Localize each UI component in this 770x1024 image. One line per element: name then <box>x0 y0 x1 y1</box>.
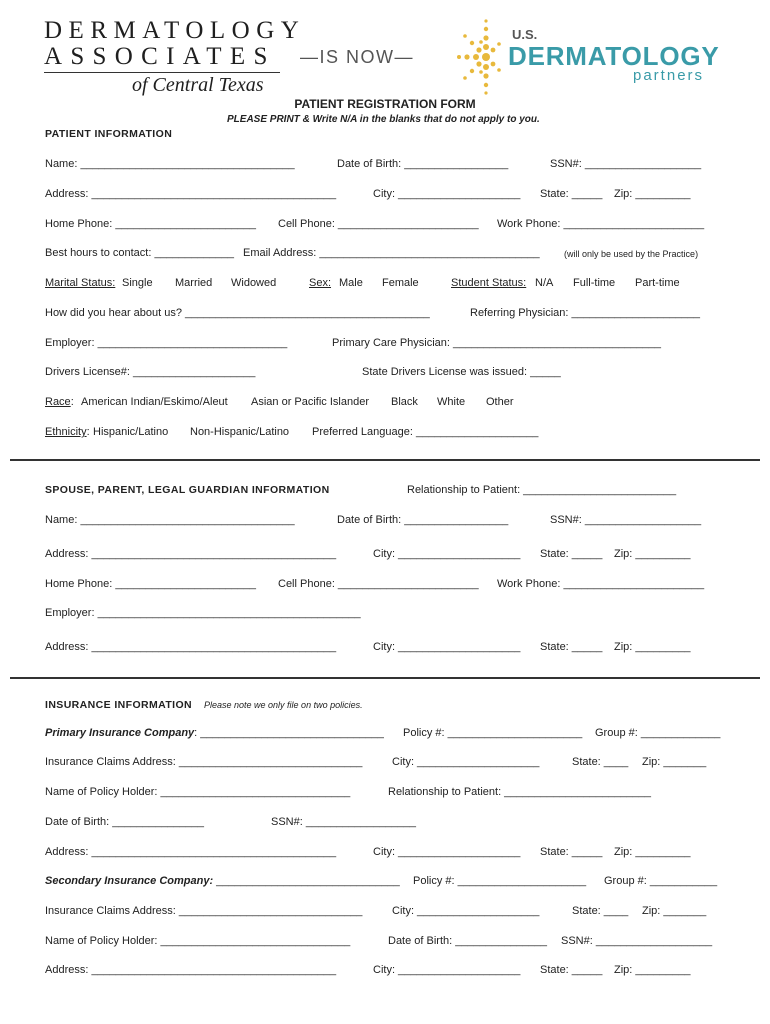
race-option-asian[interactable]: Asian or Pacific Islander <box>251 396 369 408</box>
guardian-cell-phone-field[interactable]: Cell Phone: _______________________ <box>278 578 479 590</box>
logo-line-1: DERMATOLOGY <box>44 17 306 44</box>
secondary-holder-address-field[interactable]: Address: ________________________________________ <box>45 964 337 976</box>
ethnicity-label: Ethnicity <box>45 426 87 438</box>
guardian-section-heading: SPOUSE, PARENT, LEGAL GUARDIAN INFORMATION <box>45 484 330 496</box>
primary-holder-address-field[interactable]: Address: ________________________________________ <box>45 846 337 858</box>
secondary-insurance-label: Secondary Insurance Company: <box>45 875 214 887</box>
patient-ssn-field[interactable]: SSN#: ___________________ <box>550 158 702 170</box>
patient-email-field[interactable]: Email Address: ____________________________________ <box>243 247 540 259</box>
sex-option-female[interactable]: Female <box>382 277 419 289</box>
secondary-holder-city-field[interactable]: City: ____________________ <box>373 964 521 976</box>
ethnicity-row: Ethnicity: <box>45 426 90 438</box>
guardian-ssn-field[interactable]: SSN#: ___________________ <box>550 514 702 526</box>
student-option-part-time[interactable]: Part-time <box>635 277 680 289</box>
race-option-other[interactable]: Other <box>486 396 514 408</box>
guardian-employer-address-field[interactable]: Address: ________________________________________ <box>45 641 337 653</box>
patient-dob-field[interactable]: Date of Birth: _________________ <box>337 158 509 170</box>
primary-holder-city-field[interactable]: City: ____________________ <box>373 846 521 858</box>
primary-insurance-label: Primary Insurance Company <box>45 727 195 739</box>
form-title: PATIENT REGISTRATION FORM <box>294 97 476 111</box>
race-option-black[interactable]: Black <box>391 396 418 408</box>
insurance-note: Please note we only file on two policies. <box>204 700 363 710</box>
primary-care-physician-field[interactable]: Primary Care Physician: __________________________________ <box>332 337 662 349</box>
logo-rule <box>44 72 280 73</box>
is-now-text: —IS NOW— <box>300 47 414 67</box>
patient-cell-phone-field[interactable]: Cell Phone: _______________________ <box>278 218 479 230</box>
marital-option-married[interactable]: Married <box>175 277 213 289</box>
patient-zip-field[interactable]: Zip: _________ <box>614 188 691 200</box>
section-divider <box>10 677 760 679</box>
race-option-white[interactable]: White <box>437 396 466 408</box>
guardian-employer-field[interactable]: Employer: ___________________________________________ <box>45 607 361 619</box>
race-label: Race <box>45 396 71 408</box>
secondary-claims-city-field[interactable]: City: ____________________ <box>392 905 540 917</box>
patient-state-field[interactable]: State: _____ <box>540 188 603 200</box>
secondary-policy-field[interactable]: Policy #: _____________________ <box>413 875 587 887</box>
primary-group-field[interactable]: Group #: _____________ <box>595 727 721 739</box>
guardian-address-field[interactable]: Address: ________________________________________ <box>45 548 337 560</box>
secondary-claims-zip-field[interactable]: Zip: _______ <box>642 905 707 917</box>
insurance-section-heading: INSURANCE INFORMATION <box>45 699 193 711</box>
form-instructions: PLEASE PRINT & Write N/A in the blanks that do not apply to you. <box>227 114 540 125</box>
guardian-city-field[interactable]: City: ____________________ <box>373 548 521 560</box>
secondary-claims-state-field[interactable]: State: ____ <box>572 905 629 917</box>
marital-option-single[interactable]: Single <box>122 277 153 289</box>
primary-holder-zip-field[interactable]: Zip: _________ <box>614 846 691 858</box>
how-hear-field[interactable]: How did you hear about us? ________________________________________ <box>45 307 430 319</box>
guardian-employer-city-field[interactable]: City: ____________________ <box>373 641 521 653</box>
patient-employer-field[interactable]: Employer: _______________________________ <box>45 337 288 349</box>
ethnicity-option-non-hispanic[interactable]: Non-Hispanic/Latino <box>190 426 290 438</box>
ethnicity-option-hispanic[interactable]: Hispanic/Latino <box>93 426 169 438</box>
referring-physician-field[interactable]: Referring Physician: _____________________ <box>470 307 700 319</box>
logo-us-text: U.S. <box>512 27 538 42</box>
primary-holder-state-field[interactable]: State: _____ <box>540 846 603 858</box>
secondary-insurance-field[interactable] <box>45 875 400 888</box>
marital-option-widowed[interactable]: Widowed <box>231 277 277 289</box>
primary-policy-holder-field[interactable]: Name of Policy Holder: _______________________________ <box>45 786 351 798</box>
patient-name-field[interactable]: Name: ___________________________________ <box>45 158 295 170</box>
logo-line-2: ASSOCIATES <box>44 43 276 70</box>
sunburst-icon <box>452 14 510 100</box>
primary-policy-field[interactable]: Policy #: ______________________ <box>403 727 583 739</box>
patient-address-field[interactable]: Address: ________________________________________ <box>45 188 337 200</box>
patient-work-phone-field[interactable]: Work Phone: _______________________ <box>497 218 705 230</box>
preferred-language-field[interactable]: Preferred Language: ____________________ <box>312 426 539 438</box>
guardian-dob-field[interactable]: Date of Birth: _________________ <box>337 514 509 526</box>
primary-insurance-blank[interactable]: : ______________________________ <box>194 727 384 739</box>
guardian-employer-zip-field[interactable]: Zip: _________ <box>614 641 691 653</box>
student-status-label: Student Status: <box>451 277 527 289</box>
secondary-holder-state-field[interactable]: State: _____ <box>540 964 603 976</box>
primary-holder-dob-field[interactable]: Date of Birth: _______________ <box>45 816 205 828</box>
patient-best-hours-field[interactable]: Best hours to contact: _____________ <box>45 247 234 259</box>
primary-claims-city-field[interactable]: City: ____________________ <box>392 756 540 768</box>
race-row: Race: <box>45 396 74 408</box>
race-option-american-indian[interactable]: American Indian/Eskimo/Aleut <box>81 396 228 408</box>
primary-claims-state-field[interactable]: State: ____ <box>572 756 629 768</box>
logo-us-dermatology: DERMATOLOGY <box>508 41 720 71</box>
secondary-holder-ssn-field[interactable]: SSN#: ___________________ <box>561 935 713 947</box>
primary-claims-zip-field[interactable]: Zip: _______ <box>642 756 707 768</box>
sex-label: Sex: <box>309 277 332 289</box>
email-note: (will only be used by the Practice) <box>564 249 699 259</box>
guardian-state-field[interactable]: State: _____ <box>540 548 603 560</box>
sex-option-male[interactable]: Male <box>339 277 363 289</box>
secondary-policy-holder-field[interactable]: Name of Policy Holder: _______________________________ <box>45 935 351 947</box>
guardian-zip-field[interactable]: Zip: _________ <box>614 548 691 560</box>
patient-section-heading: PATIENT INFORMATION <box>45 128 173 140</box>
patient-city-field[interactable]: City: ____________________ <box>373 188 521 200</box>
patient-home-phone-field[interactable]: Home Phone: _______________________ <box>45 218 257 230</box>
logo-partners: partners <box>633 67 705 84</box>
secondary-holder-zip-field[interactable]: Zip: _________ <box>614 964 691 976</box>
student-option-na[interactable]: N/A <box>535 277 554 289</box>
drivers-license-field[interactable]: Drivers License#: ____________________ <box>45 366 256 378</box>
guardian-home-phone-field[interactable]: Home Phone: _______________________ <box>45 578 257 590</box>
primary-holder-relationship-field[interactable]: Relationship to Patient: ________________________ <box>388 786 652 798</box>
drivers-license-state-field[interactable]: State Drivers License was issued: _____ <box>362 366 561 378</box>
secondary-claims-address-field[interactable]: Insurance Claims Address: ______________________________ <box>45 905 363 917</box>
logo-line-3: of Central Texas <box>132 74 264 96</box>
secondary-insurance-blank[interactable]: ______________________________ <box>213 875 400 887</box>
guardian-relationship-field[interactable]: Relationship to Patient: _________________________ <box>407 484 677 496</box>
guardian-employer-state-field[interactable]: State: _____ <box>540 641 603 653</box>
guardian-work-phone-field[interactable]: Work Phone: _______________________ <box>497 578 705 590</box>
marital-status-label: Marital Status: <box>45 277 116 289</box>
guardian-name-field[interactable]: Name: ___________________________________ <box>45 514 295 526</box>
student-option-full-time[interactable]: Full-time <box>573 277 616 289</box>
primary-claims-address-field[interactable]: Insurance Claims Address: ______________________________ <box>45 756 363 768</box>
section-divider <box>10 459 760 461</box>
logo-dermatology-associates <box>44 17 306 98</box>
secondary-holder-dob-field[interactable]: Date of Birth: _______________ <box>388 935 548 947</box>
primary-holder-ssn-field[interactable]: SSN#: __________________ <box>271 816 416 828</box>
secondary-group-field[interactable]: Group #: ___________ <box>604 875 718 887</box>
primary-insurance-field[interactable] <box>45 727 384 740</box>
